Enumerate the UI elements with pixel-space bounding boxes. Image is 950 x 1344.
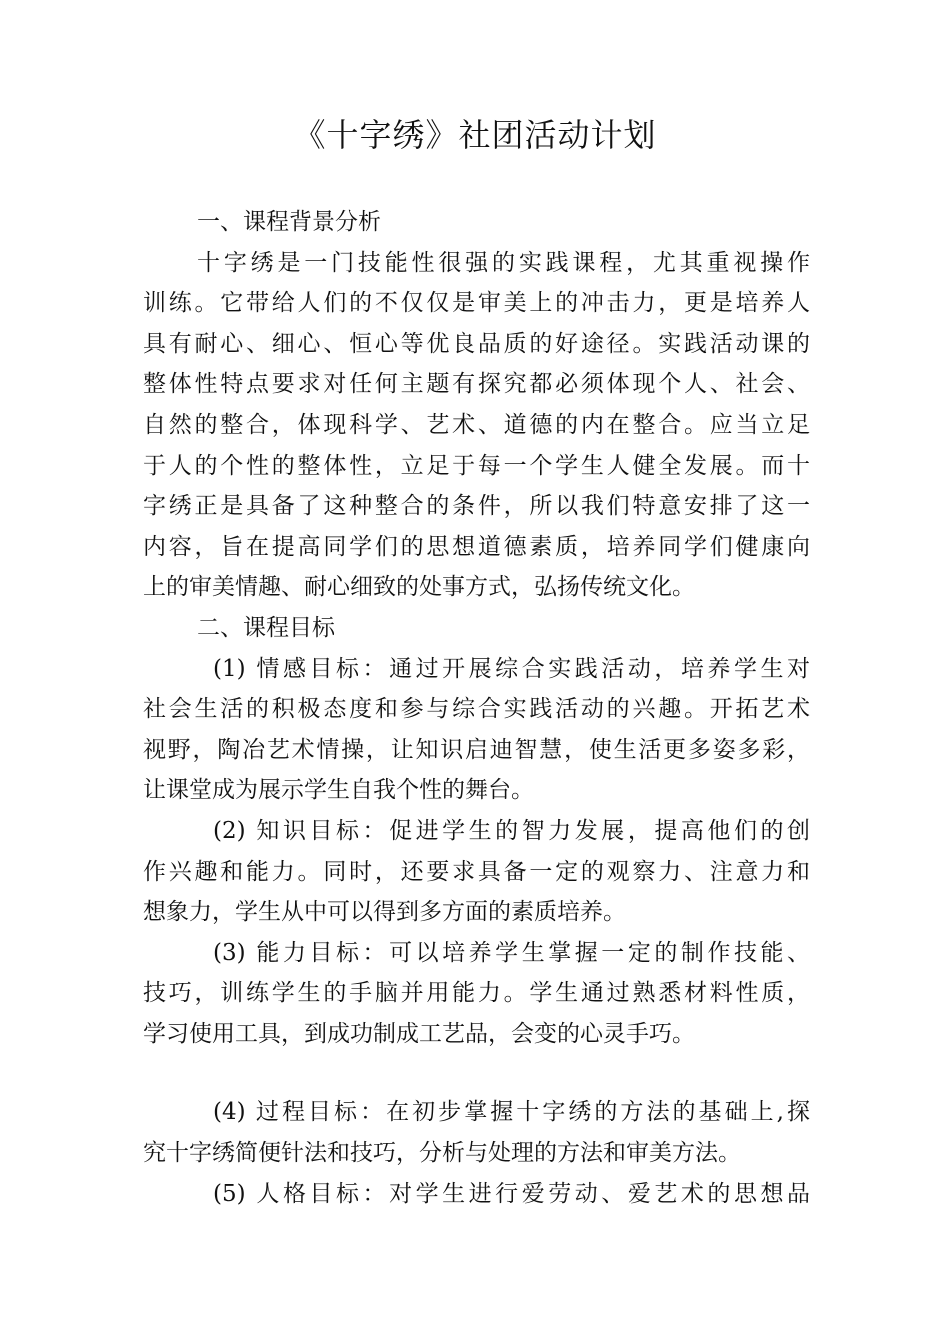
goal-knowledge-line: 作兴趣和能力。同时，还要求具备一定的观察力、注意力和 (143, 858, 810, 885)
goal-emotional-line: 社会生活的积极态度和参与综合实践活动的兴趣。开拓艺术 (143, 696, 810, 723)
section-heading-goals: 二、课程目标 (197, 614, 335, 641)
goal-process-line: 究十字绣简便针法和技巧，分析与处理的方法和审美方法。 (143, 1140, 741, 1167)
goal-personality-line: (5) 人格目标：对学生进行爱劳动、爱艺术的思想品 (213, 1180, 810, 1207)
blank-line (143, 1054, 810, 1092)
section-heading-background: 一、课程背景分析 (197, 209, 381, 235)
goal-emotional-line: 让课堂成为展示学生自我个性的舞台。 (143, 777, 534, 804)
goal-knowledge-line: 想象力，学生从中可以得到多方面的素质培养。 (143, 899, 626, 926)
goal-process-line: (4) 过程目标：在初步掌握十字绣的方法的基础上,探 (213, 1099, 810, 1126)
goal-ability-line: 学习使用工具，到成功制成工艺品，会变的心灵手巧。 (143, 1020, 695, 1047)
paragraph-line: 具有耐心、细心、恒心等优良品质的好途径。实践活动课的 (143, 330, 810, 357)
document-body (143, 202, 810, 1214)
paragraph-line: 十字绣是一门技能性很强的实践课程，尤其重视操作 (197, 249, 810, 276)
paragraph-line: 于人的个性的整体性，立足于每一个学生人健全发展。而十 (143, 452, 810, 479)
goal-ability-line: (3) 能力目标：可以培养学生掌握一定的制作技能、 (213, 939, 810, 966)
paragraph-line: 字绣正是具备了这种整合的条件，所以我们特意安排了这一 (143, 493, 810, 520)
paragraph-line: 训练。它带给人们的不仅仅是审美上的冲击力，更是培养人 (143, 290, 810, 317)
goal-ability-line: 技巧，训练学生的手脑并用能力。学生通过熟悉材料性质， (143, 980, 810, 1007)
paragraph-line: 自然的整合，体现科学、艺术、道德的内在整合。应当立足 (143, 411, 810, 438)
goal-knowledge-line: (2) 知识目标：促进学生的智力发展，提高他们的创 (213, 817, 810, 844)
goal-emotional-line: 视野，陶冶艺术情操，让知识启迪智慧，使生活更多姿多彩， (143, 736, 810, 763)
goal-emotional-line: (1) 情感目标：通过开展综合实践活动，培养学生对 (213, 655, 810, 682)
document-title: 《十字绣》社团活动计划 (293, 116, 657, 154)
paragraph-line: 内容，旨在提高同学们的思想道德素质，培养同学们健康向 (143, 533, 810, 560)
paragraph-line: 上的审美情趣、耐心细致的处事方式，弘扬传统文化。 (143, 574, 695, 601)
paragraph-line: 整体性特点要求对任何主题有探究都必须体现个人、社会、 (143, 371, 810, 398)
